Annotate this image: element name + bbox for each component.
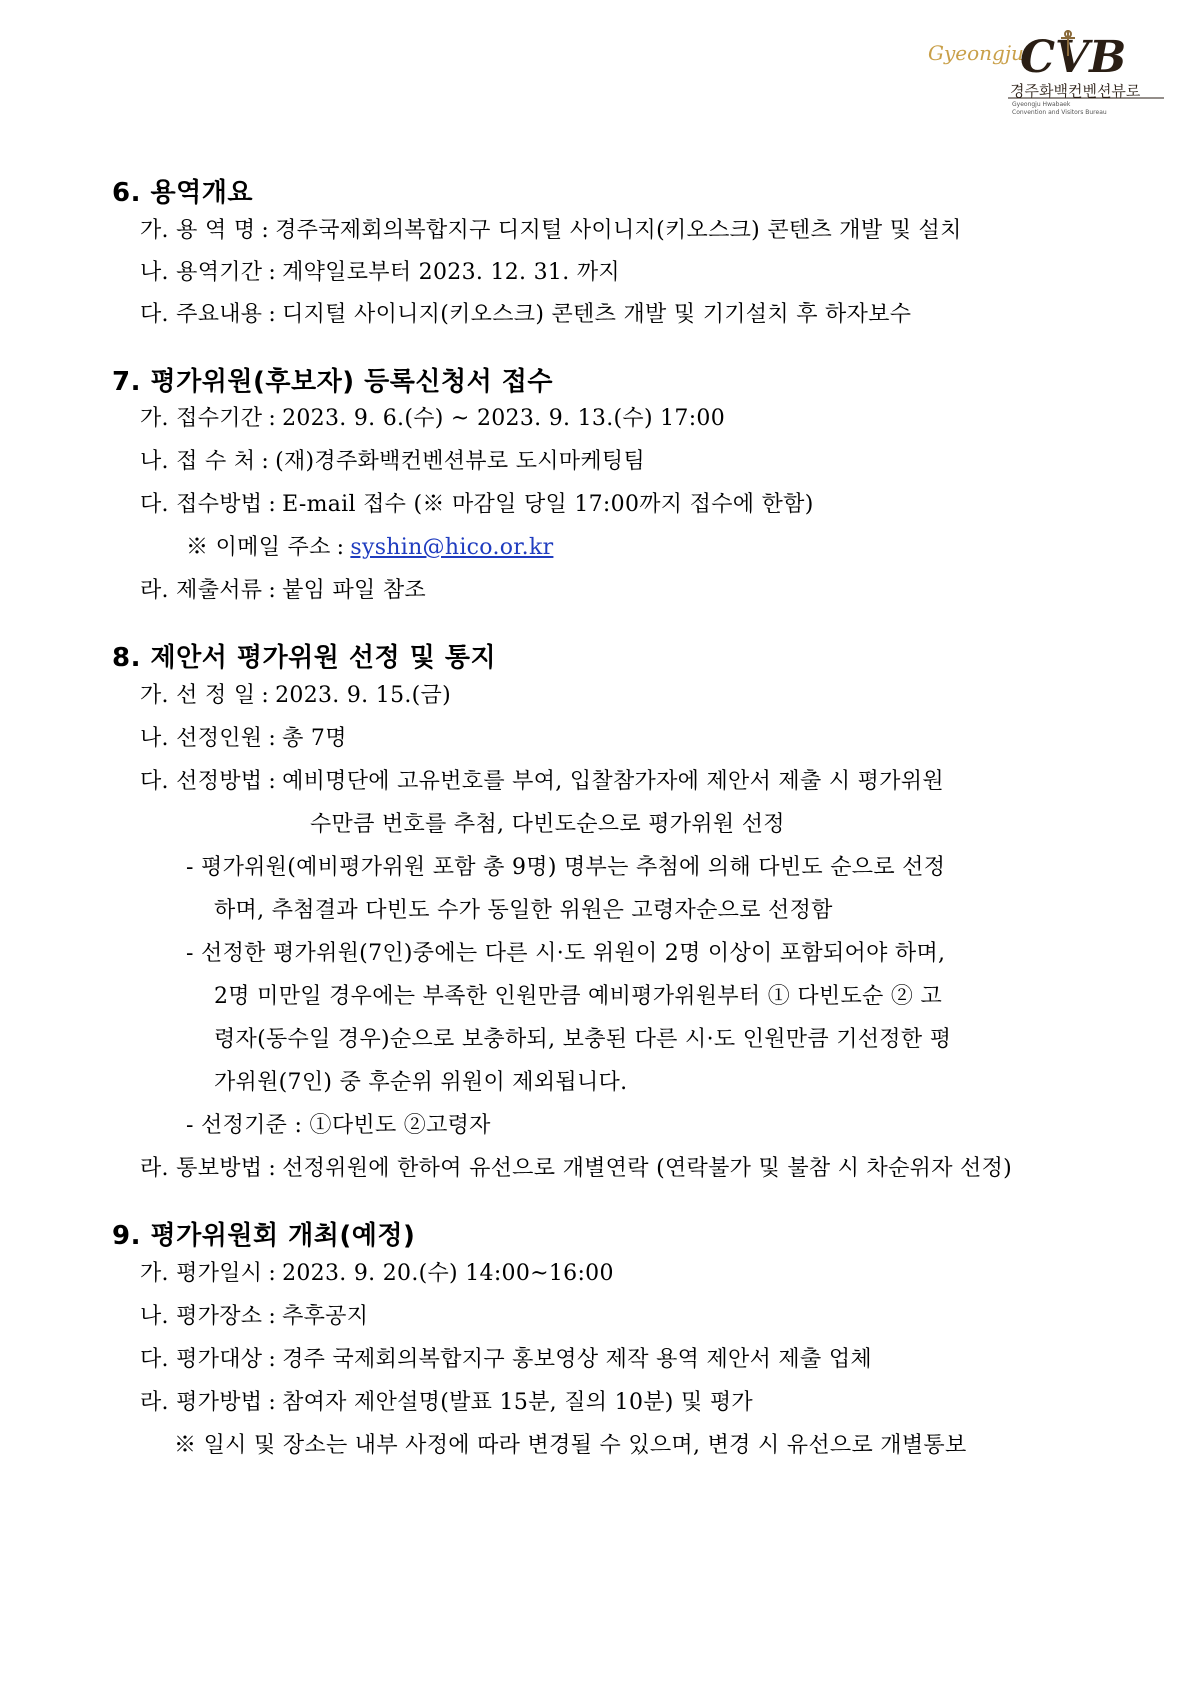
logo-org-name: 경주화백컨벤션뷰로	[1010, 82, 1141, 100]
s8-bullet3: - 선정기준 : ①다빈도 ②고령자	[186, 1113, 491, 1138]
s7-email-line: ※ 이메일 주소 : syshin@hico.or.kr	[186, 535, 554, 560]
s7-item-b: 나. 접 수 처 : (재)경주화백컨벤션뷰로 도시마케팅팀	[140, 449, 646, 474]
s8-item-c: 다. 선정방법 : 예비명단에 고유번호를 부여, 입찰참가자에 제안서 제출 시 평가위원	[140, 769, 944, 794]
section-7-title: 7. 평가위원(후보자) 등록신청서 접수	[112, 367, 554, 397]
s8-bullet1-l1: - 평가위원(예비평가위원 포함 총 9명) 명부는 추첨에 의해 다빈도 순으로 선정	[186, 855, 946, 880]
s9-item-d: 라. 평가방법 : 참여자 제안설명(발표 15분, 질의 10분) 및 평가	[140, 1390, 753, 1415]
email-label: ※ 이메일 주소	[186, 535, 331, 560]
s8-item-b: 나. 선정인원 : 총 7명	[140, 726, 347, 751]
s8-bullet1-l2: 하며, 추첨결과 다빈도 수가 동일한 위원은 고령자순으로 선정함	[214, 898, 833, 923]
s6-c-label: 다. 주요내용	[140, 302, 263, 327]
logo-script-text: Gyeongju	[928, 41, 1024, 65]
s7-item-a: 가. 접수기간 : 2023. 9. 6.(수) ~ 2023. 9. 13.(수) 17:00	[140, 406, 726, 431]
section-8-title: 8. 제안서 평가위원 선정 및 통지	[112, 643, 497, 673]
logo-sub2: Convention and Visitors Bureau	[1012, 109, 1107, 116]
s8-bullet2-l2: 2명 미만일 경우에는 부족한 인원만큼 예비평가위원부터 ① 다빈도순 ② 고	[214, 984, 942, 1009]
s6-a-label: 가. 용 역 명	[140, 218, 256, 243]
s7-item-c: 다. 접수방법 : E-mail 접수 (※ 마감일 당일 17:00까지 접수에 한함)	[140, 492, 814, 517]
logo-sub1: Gyeongju Hwabaek	[1012, 101, 1071, 108]
s6-item-b: 나. 용역기간 : 계약일로부터 2023. 12. 31. 까지	[140, 260, 620, 285]
logo-mark-text: CVB	[1020, 32, 1127, 83]
s6-b-label: 나. 용역기간	[140, 260, 263, 285]
s8-item-c-cont: 수만큼 번호를 추첨, 다빈도순으로 평가위원 선정	[310, 812, 785, 837]
email-link[interactable]: syshin@hico.or.kr	[350, 535, 554, 560]
section-6-title: 6. 용역개요	[112, 178, 253, 208]
cvb-logo-graphic	[928, 26, 1168, 116]
section-9-title: 9. 평가위원회 개최(예정)	[112, 1221, 416, 1251]
s8-bullet2-l4: 가위원(7인) 중 후순위 위원이 제외됩니다.	[214, 1070, 628, 1095]
s6-item-a: 가. 용 역 명 : 경주국제회의복합지구 디지털 사이니지(키오스크) 콘텐츠 개발 및 설치	[140, 218, 962, 243]
s9-note: ※ 일시 및 장소는 내부 사정에 따라 변경될 수 있으며, 변경 시 유선으로 개별통보	[174, 1433, 967, 1458]
cvb-logo	[928, 26, 1168, 116]
s9-item-a: 가. 평가일시 : 2023. 9. 20.(수) 14:00~16:00	[140, 1261, 614, 1286]
s8-item-d: 라. 통보방법 : 선정위원에 한하여 유선으로 개별연락 (연락불가 및 불참 시 차순위자 선정)	[140, 1156, 1013, 1181]
s9-item-b: 나. 평가장소 : 추후공지	[140, 1304, 369, 1329]
s6-b-value: 계약일로부터 2023. 12. 31. 까지	[282, 260, 620, 285]
s8-item-a: 가. 선 정 일 : 2023. 9. 15.(금)	[140, 683, 451, 708]
s6-item-c: 다. 주요내용 : 디지털 사이니지(키오스크) 콘텐츠 개발 및 기기설치 후 하자보수	[140, 302, 912, 327]
s7-item-d: 라. 제출서류 : 붙임 파일 참조	[140, 578, 426, 603]
s6-c-value: 디지털 사이니지(키오스크) 콘텐츠 개발 및 기기설치 후 하자보수	[282, 302, 912, 327]
s8-bullet2-l1: - 선정한 평가위원(7인)중에는 다른 시·도 위원이 2명 이상이 포함되어야 하며,	[186, 941, 946, 966]
s8-bullet2-l3: 령자(동수일 경우)순으로 보충하되, 보충된 다른 시·도 인원만큼 기선정한 평	[214, 1027, 952, 1052]
s9-item-c: 다. 평가대상 : 경주 국제회의복합지구 홍보영상 제작 용역 제안서 제출 업체	[140, 1347, 872, 1372]
s6-a-value: 경주국제회의복합지구 디지털 사이니지(키오스크) 콘텐츠 개발 및 설치	[275, 218, 962, 243]
